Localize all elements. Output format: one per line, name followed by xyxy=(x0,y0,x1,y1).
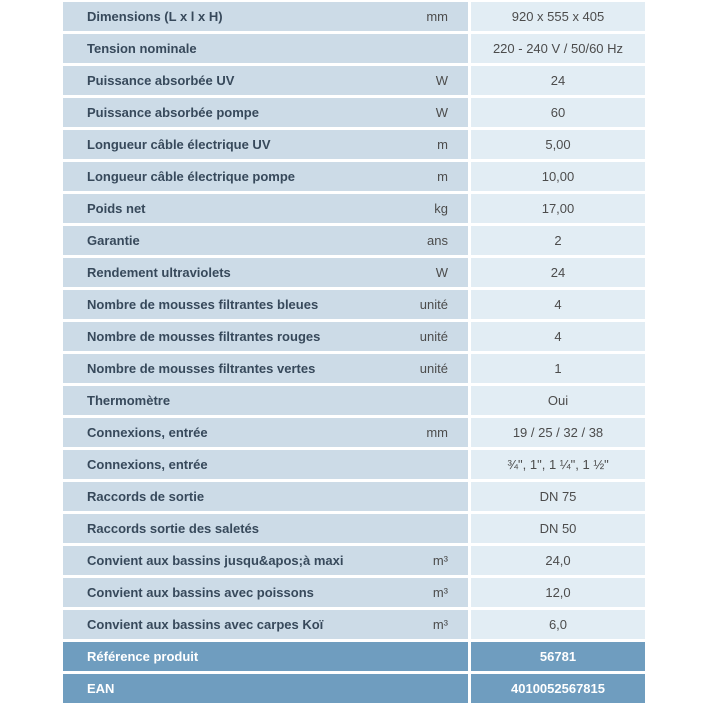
table-row xyxy=(63,482,645,511)
spec-value: 2 xyxy=(471,226,645,255)
spec-label: Tension nominale xyxy=(87,41,197,56)
spec-label-cell xyxy=(63,418,468,447)
spec-label-cell xyxy=(63,354,468,383)
spec-value: 5,00 xyxy=(471,130,645,159)
spec-value: 24,0 xyxy=(471,546,645,575)
spec-label-cell xyxy=(63,674,468,703)
spec-label-cell xyxy=(63,66,468,95)
spec-label-cell xyxy=(63,98,468,127)
spec-label: Raccords de sortie xyxy=(87,489,205,504)
spec-label: Convient aux bassins avec carpes Koï xyxy=(87,617,324,632)
spec-unit: m xyxy=(437,169,448,184)
table-row xyxy=(63,162,645,191)
spec-value: 920 x 555 x 405 xyxy=(471,2,645,31)
table-row xyxy=(63,450,645,479)
spec-unit: kg xyxy=(434,201,448,216)
spec-unit: mm xyxy=(426,425,448,440)
table-row xyxy=(63,194,645,223)
spec-label-cell xyxy=(63,482,468,511)
spec-label: Nombre de mousses filtrantes rouges xyxy=(87,329,321,344)
spec-label-cell xyxy=(63,642,468,671)
spec-label-cell xyxy=(63,130,468,159)
spec-label: Rendement ultraviolets xyxy=(87,265,231,280)
spec-label: Puissance absorbée pompe xyxy=(87,105,259,120)
spec-unit: m xyxy=(437,137,448,152)
spec-table xyxy=(63,2,645,703)
table-row xyxy=(63,2,645,31)
spec-value: DN 50 xyxy=(471,514,645,543)
spec-label-cell xyxy=(63,578,468,607)
spec-label: Garantie xyxy=(87,233,140,248)
spec-unit: W xyxy=(435,105,448,120)
spec-value: 19 / 25 / 32 / 38 xyxy=(471,418,645,447)
spec-unit: unité xyxy=(419,361,448,376)
spec-label: Nombre de mousses filtrantes vertes xyxy=(87,361,316,376)
spec-value: 4 xyxy=(471,290,645,319)
spec-label: Connexions, entrée xyxy=(87,457,208,472)
spec-value: 1 xyxy=(471,354,645,383)
table-row xyxy=(63,322,645,351)
spec-value: 6,0 xyxy=(471,610,645,639)
spec-label: Raccords sortie des saletés xyxy=(87,521,259,536)
spec-label: Longueur câble électrique UV xyxy=(87,137,271,152)
spec-unit: W xyxy=(435,265,448,280)
table-row xyxy=(63,386,645,415)
spec-label: Nombre de mousses filtrantes bleues xyxy=(87,297,319,312)
table-row xyxy=(63,66,645,95)
table-row xyxy=(63,354,645,383)
spec-label-cell xyxy=(63,258,468,287)
spec-label-cell xyxy=(63,162,468,191)
spec-unit: unité xyxy=(419,297,448,312)
spec-label-cell xyxy=(63,322,468,351)
spec-label: Référence produit xyxy=(87,649,199,664)
table-row xyxy=(63,578,645,607)
spec-value: 24 xyxy=(471,66,645,95)
spec-unit: m³ xyxy=(432,617,448,632)
spec-value: 17,00 xyxy=(471,194,645,223)
spec-value: 56781 xyxy=(471,642,645,671)
spec-value: 24 xyxy=(471,258,645,287)
spec-unit: unité xyxy=(419,329,448,344)
spec-value: 10,00 xyxy=(471,162,645,191)
spec-unit: m³ xyxy=(432,553,448,568)
spec-label-cell xyxy=(63,450,468,479)
spec-value: 12,0 xyxy=(471,578,645,607)
table-row xyxy=(63,290,645,319)
table-row xyxy=(63,642,645,671)
spec-value: 60 xyxy=(471,98,645,127)
spec-label-cell xyxy=(63,546,468,575)
table-row xyxy=(63,514,645,543)
spec-label: EAN xyxy=(87,681,115,696)
spec-label: Poids net xyxy=(87,201,146,216)
spec-label-cell xyxy=(63,610,468,639)
spec-label-cell xyxy=(63,386,468,415)
spec-label: Convient aux bassins jusqu&apos;à maxi xyxy=(87,553,344,568)
spec-value: ¾", 1", 1 ¼", 1 ½" xyxy=(471,450,645,479)
spec-label: Longueur câble électrique pompe xyxy=(87,169,296,184)
spec-unit: mm xyxy=(426,9,448,24)
spec-label-cell xyxy=(63,2,468,31)
spec-unit: m³ xyxy=(432,585,448,600)
spec-unit: ans xyxy=(427,233,448,248)
spec-value: DN 75 xyxy=(471,482,645,511)
table-row xyxy=(63,546,645,575)
spec-label: Convient aux bassins avec poissons xyxy=(87,585,314,600)
spec-label-cell xyxy=(63,514,468,543)
spec-label-cell xyxy=(63,290,468,319)
table-row xyxy=(63,226,645,255)
spec-value: 220 - 240 V / 50/60 Hz xyxy=(471,34,645,63)
spec-label-cell xyxy=(63,194,468,223)
table-row xyxy=(63,258,645,287)
table-row xyxy=(63,34,645,63)
table-row xyxy=(63,610,645,639)
spec-label-cell xyxy=(63,226,468,255)
table-row xyxy=(63,674,645,703)
spec-label: Connexions, entrée xyxy=(87,425,208,440)
spec-value: Oui xyxy=(471,386,645,415)
table-row xyxy=(63,418,645,447)
table-row xyxy=(63,130,645,159)
spec-label: Thermomètre xyxy=(87,393,171,408)
spec-value: 4010052567815 xyxy=(471,674,645,703)
spec-label-cell xyxy=(63,34,468,63)
spec-label: Dimensions (L x l x H) xyxy=(87,9,223,24)
spec-unit: W xyxy=(435,73,448,88)
spec-label: Puissance absorbée UV xyxy=(87,73,235,88)
spec-value: 4 xyxy=(471,322,645,351)
table-row xyxy=(63,98,645,127)
